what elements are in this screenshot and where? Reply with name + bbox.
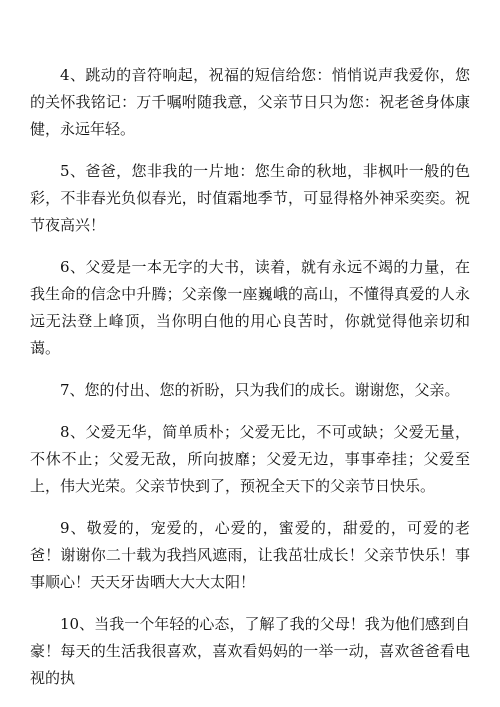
paragraph-9: 9、敬爱的，宠爱的，心爱的，蜜爱的，甜爱的，可爱的老爸！谢谢你二十载为我挡风遮雨，让我茁壮成长！父亲节快乐！事事顺心！天天牙齿晒大大大太阳！ <box>30 519 470 591</box>
paragraph-4: 4、跳动的音符响起，祝福的短信给您：悄悄说声我爱你，您的关怀我铭记：万千嘱咐随我意，父亲节日只为您：祝老爸身体康健，永远年轻。 <box>30 66 470 138</box>
paragraph-5: 5、爸爸，您非我的一片地：您生命的秋地，非枫叶一般的色彩，不非春光负似春光，时值霜地季节，可显得格外神采奕奕。祝节夜高兴！ <box>30 162 470 234</box>
paragraph-10: 10、当我一个年轻的心态，了解了我的父母！我为他们感到自豪！每天的生活我很喜欢，喜欢看妈妈的一举一动，喜欢爸爸看电视的执 <box>30 615 470 687</box>
paragraph-7: 7、您的付出、您的祈盼，只为我们的成长。谢谢您，父亲。 <box>60 381 460 399</box>
paragraph-6: 6、父爱是一本无字的大书，读着，就有永远不竭的力量，在我生命的信念中升腾；父亲像一座巍峨的高山，不懂得真爱的人永远无法登上峰顶，当你明白他的用心良苦时，你就觉得他亲切和蔼。 <box>30 258 470 357</box>
document-body <box>30 62 470 707</box>
paragraph-8: 8、父爱无华，简单质朴；父爱无比，不可或缺；父爱无量，不休不止；父爱无敌，所向披靡；父爱无边，事事牵挂；父爱至上，伟大光荣。父亲节快到了，预祝全天下的父亲节日快乐。 <box>30 423 470 495</box>
